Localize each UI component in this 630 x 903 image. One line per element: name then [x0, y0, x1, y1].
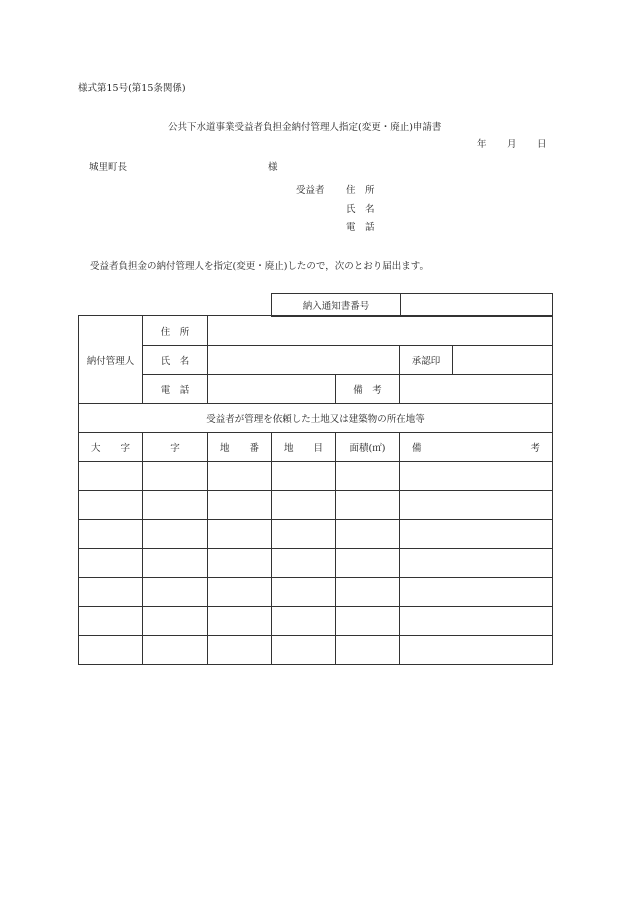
agent-remarks-field[interactable] [400, 375, 553, 404]
date-day-label: 日 [537, 139, 547, 150]
cell-aza[interactable] [143, 520, 208, 549]
cell-aza[interactable] [143, 462, 208, 491]
applicant-address-label: 住 所 [346, 185, 375, 196]
main-form-table [78, 315, 553, 665]
notice-number-field[interactable] [401, 294, 553, 317]
col-oaza-header: 大 字 [79, 433, 143, 462]
date-month-label: 月 [507, 139, 517, 150]
col-aza-header: 字 [143, 433, 208, 462]
agent-address-field[interactable] [208, 316, 553, 346]
cell-area[interactable] [336, 578, 400, 607]
cell-oaza[interactable] [79, 607, 143, 636]
form-number: 様式第15号(第15条関係) [78, 83, 186, 94]
cell-chimoku[interactable] [272, 636, 336, 665]
cell-remarks[interactable] [400, 520, 553, 549]
table-row [79, 607, 553, 636]
addressee-honorific: 様 [268, 162, 278, 173]
applicant-label: 受益者 [296, 185, 325, 196]
cell-aza[interactable] [143, 549, 208, 578]
table-row [79, 491, 553, 520]
applicant-phone-label: 電 話 [346, 222, 375, 233]
cell-chiban[interactable] [208, 549, 272, 578]
cell-oaza[interactable] [79, 578, 143, 607]
cell-chimoku[interactable] [272, 578, 336, 607]
cell-chiban[interactable] [208, 491, 272, 520]
remarks-label: 備 考 [336, 375, 400, 404]
cell-oaza[interactable] [79, 549, 143, 578]
notice-number-label: 納入通知書番号 [272, 294, 401, 317]
approval-seal-field[interactable] [453, 346, 553, 375]
cell-remarks[interactable] [400, 636, 553, 665]
agent-address-label: 住 所 [143, 316, 208, 346]
notice-number-table [271, 293, 553, 317]
agent-phone-label: 電 話 [143, 375, 208, 404]
table-row [79, 549, 553, 578]
agent-name-label: 氏 名 [143, 346, 208, 375]
cell-area[interactable] [336, 607, 400, 636]
cell-remarks[interactable] [400, 549, 553, 578]
addressee-name: 城里町長 [89, 162, 128, 173]
col-remarks-header: 備 考 [400, 433, 553, 462]
cell-area[interactable] [336, 549, 400, 578]
cell-aza[interactable] [143, 607, 208, 636]
column-header-row [79, 433, 553, 462]
cell-chiban[interactable] [208, 578, 272, 607]
cell-remarks[interactable] [400, 578, 553, 607]
agent-phone-field[interactable] [208, 375, 336, 404]
cell-aza[interactable] [143, 491, 208, 520]
date-year-label: 年 [477, 139, 487, 150]
cell-chimoku[interactable] [272, 491, 336, 520]
cell-oaza[interactable] [79, 636, 143, 665]
cell-aza[interactable] [143, 578, 208, 607]
cell-area[interactable] [336, 462, 400, 491]
cell-area[interactable] [336, 491, 400, 520]
cell-chiban[interactable] [208, 520, 272, 549]
cell-chimoku[interactable] [272, 607, 336, 636]
cell-area[interactable] [336, 520, 400, 549]
col-area-header: 面積(㎡) [336, 433, 400, 462]
col-chiban-header: 地 番 [208, 433, 272, 462]
cell-chimoku[interactable] [272, 462, 336, 491]
cell-oaza[interactable] [79, 520, 143, 549]
col-chimoku-header: 地 目 [272, 433, 336, 462]
applicant-name-label: 氏 名 [346, 204, 375, 215]
cell-aza[interactable] [143, 636, 208, 665]
cell-remarks[interactable] [400, 462, 553, 491]
cell-chiban[interactable] [208, 462, 272, 491]
document-title: 公共下水道事業受益者負担金納付管理人指定(変更・廃止)申請書 [168, 122, 442, 133]
cell-oaza[interactable] [79, 491, 143, 520]
cell-chimoku[interactable] [272, 549, 336, 578]
cell-remarks[interactable] [400, 607, 553, 636]
cell-chiban[interactable] [208, 636, 272, 665]
agent-label: 納付管理人 [79, 316, 143, 404]
table-row [79, 520, 553, 549]
table-row [79, 578, 553, 607]
approval-seal-label: 承認印 [400, 346, 453, 375]
statement-text: 受益者負担金の納付管理人を指定(変更・廃止)したので，次のとおり届出ます。 [90, 261, 429, 272]
cell-area[interactable] [336, 636, 400, 665]
cell-chimoku[interactable] [272, 520, 336, 549]
cell-remarks[interactable] [400, 491, 553, 520]
cell-oaza[interactable] [79, 462, 143, 491]
section-heading: 受益者が管理を依頼した土地又は建築物の所在地等 [79, 404, 553, 433]
table-row [79, 636, 553, 665]
table-row [79, 462, 553, 491]
cell-chiban[interactable] [208, 607, 272, 636]
agent-name-field[interactable] [208, 346, 400, 375]
